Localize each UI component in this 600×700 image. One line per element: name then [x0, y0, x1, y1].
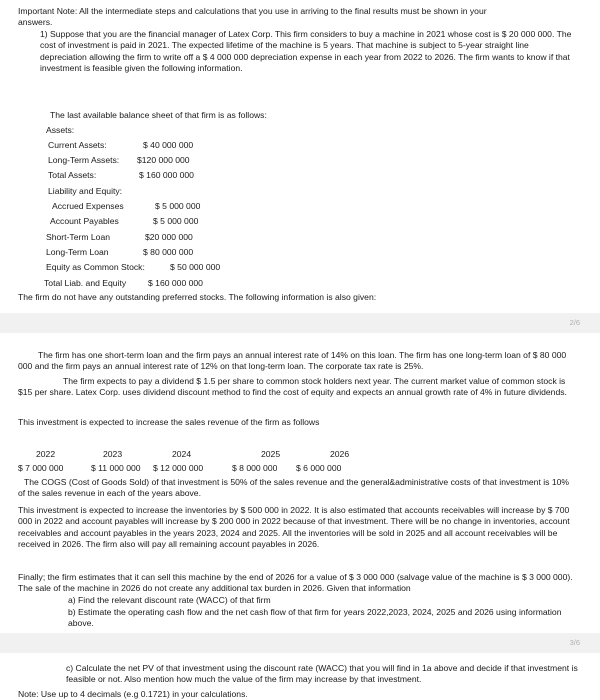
note-line-2: answers.: [18, 17, 53, 27]
year-2025: 2025: [261, 449, 281, 459]
page-separator: [0, 633, 600, 653]
question-c: c) Calculate the net PV of that investment using the discount rate (WACC) that you will find in 1a above and decide if that investment is feasible or not. Also mention how much the value of the firm may increase by that investment.: [66, 663, 578, 685]
sales-2026: $ 6 000 000: [296, 463, 342, 473]
year-2022: 2022: [36, 449, 56, 459]
equity-label: Equity as Common Stock:: [46, 262, 145, 272]
sales-2023: $ 11 000 000: [91, 463, 141, 473]
note-line-1: Important Note: All the intermediate steps and calculations that you use in arriving to the final results must be shown in your: [18, 6, 487, 16]
cogs-text: The COGS (Cost of Goods Sold) of that investment is 50% of the sales revenue and the general&administrative costs of that investment is 10% of the sales revenue in each of the years above.: [18, 477, 570, 499]
balance-sheet-intro: The last available balance sheet of that firm is as follows:: [50, 110, 267, 120]
no-preferred-stock-text: The firm do not have any outstanding preferred stocks. The following information is also given:: [18, 292, 377, 302]
equity-value: $ 50 000 000: [170, 262, 221, 272]
salvage-text: Finally; the firm estimates that it can sell this machine by the end of 2026 for a value of $ 3 000 000 (salvage value of the machine is $ 3 000 000). The sale of the machine in 2026 do not create any additional tax burden in 2026. Given that information: [18, 572, 573, 594]
sales-2025: $ 8 000 000: [232, 463, 278, 473]
long-term-assets-value: $120 000 000: [137, 155, 190, 165]
sales-2024: $ 12 000 000: [153, 463, 204, 473]
assets-label: Assets:: [46, 125, 75, 135]
sales-2022: $ 7 000 000: [18, 463, 64, 473]
account-payables-label: Account Payables: [50, 216, 119, 226]
page-number: 2/6: [569, 318, 580, 327]
total-liab-equity-label: Total Liab. and Equity: [44, 278, 127, 288]
year-2023: 2023: [103, 449, 123, 459]
question-b: b) Estimate the operating cash flow and the net cash flow of that firm for years 2022,2023, 2024, 2025 and 2026 using information above.: [68, 607, 562, 629]
current-assets-value: $ 40 000 000: [143, 140, 194, 150]
total-assets-label: Total Assets:: [48, 170, 97, 180]
page-number: 3/6: [569, 638, 580, 647]
current-assets-label: Current Assets:: [48, 140, 107, 150]
long-term-loan-value: $ 80 000 000: [143, 247, 194, 257]
year-2024: 2024: [172, 449, 192, 459]
total-liab-equity-value: $ 160 000 000: [148, 278, 203, 288]
inventory-text: This investment is expected to increase the inventories by $ 500 000 in 2022. It is also estimated that accounts receivables will increase by $ 700 000 in 2022 and account payables will increase by $ 200 000 in 2022 because of that investment. There will be no change in inventories, account receivables and account payables in the years 2023, 2024 and 2025. All the inventories will be sold in 2025 and all account receivables will be received in 2026. The firm also will pay all remaining account payables in 2026.: [18, 505, 570, 550]
year-2026: 2026: [330, 449, 350, 459]
short-term-loan-label: Short-Term Loan: [46, 232, 111, 242]
total-assets-value: $ 160 000 000: [139, 170, 194, 180]
question-a: a) Find the relevant discount rate (WACC) of that firm: [68, 595, 271, 605]
loan-interest-text: The firm has one short-term loan and the firm pays an annual interest rate of 14% on this loan. The firm has one long-term loan of $ 80 000 000 and the firm pays an annual interest rate of 12% on that long-term loan. The corporate tax rate is 25%.: [18, 350, 567, 372]
decimals-note: Note: Use up to 4 decimals (e.g 0.1721) in your calculations.: [18, 689, 248, 699]
question-1-text: 1) Suppose that you are the financial manager of Latex Corp. This firm considers to buy a machine in 2021 whose cost is $ 20 000 000. The cost of investment is paid in 2021. The expected lifetime of the machine is 5 years. That machine is subject to 5-year straight line depreciation allowing the firm to write off a $ 4 000 000 depreciation expense in each year from 2022 to 2026. The firm wants to know if that investment is feasible given the following information.: [40, 29, 572, 74]
long-term-assets-label: Long-Term Assets:: [48, 155, 120, 165]
account-payables-value: $ 5 000 000: [153, 216, 199, 226]
liability-equity-label: Liability and Equity:: [48, 186, 123, 196]
long-term-loan-label: Long-Term Loan: [46, 247, 109, 257]
accrued-expenses-value: $ 5 000 000: [155, 201, 201, 211]
sales-revenue-intro: This investment is expected to increase the sales revenue of the firm as follows: [18, 417, 320, 427]
accrued-expenses-label: Accrued Expenses: [52, 201, 124, 211]
page-separator: [0, 313, 600, 333]
short-term-loan-value: $20 000 000: [145, 232, 193, 242]
dividend-text: The firm expects to pay a dividend $ 1.5 per share to common stock holders next year. The current market value of common stock is $15 per share. Latex Corp. uses dividend discount method to find the cost of equity and expects an annual growth rate of 4% in future dividends.: [18, 376, 567, 398]
